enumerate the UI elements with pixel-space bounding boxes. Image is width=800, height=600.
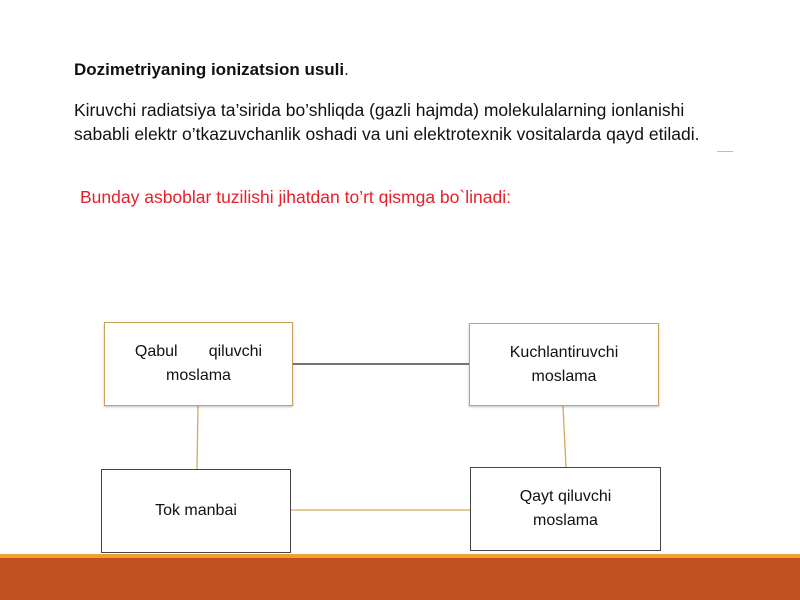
subtitle: Bunday asboblar tuzilishi jihatdan to’rt qismga bo`linadi: <box>80 187 511 207</box>
box-qabul-line2: moslama <box>166 367 231 384</box>
box-qayt-line2: moslama <box>533 512 598 529</box>
box-qayt-line1: Qayt qiluvchi <box>519 488 612 505</box>
intro-paragraph: Kiruvchi radiatsiya ta’sirida bo’shliqda (gazli hajmda) molekulalarning ionlanishi sababli elektr o’tkazuvchanlik oshadi va uni elektrotexnik vositalarda qayd etiladi. <box>74 100 700 144</box>
connector-kuchlantiruvchi-qayt <box>563 406 566 467</box>
box-tok-manbai <box>101 469 291 553</box>
box-tok-label: Tok manbai <box>155 502 237 519</box>
footer-band <box>0 558 800 600</box>
box-qabul-line1: Qabul qiluvchi <box>134 343 263 360</box>
box-qayt-qiluvchi <box>470 467 661 551</box>
box-qabul-qiluvchi <box>104 322 293 406</box>
box-kuchlantiruvchi <box>469 323 659 406</box>
slide-title-text: Dozimetriyaning ionizatsion usuli <box>74 60 345 79</box>
box-kuchlantiruvchi-line1: Kuchlantiruvchi <box>509 343 619 361</box>
connector-qabul-tok <box>197 406 198 469</box>
slide-title-period: . <box>344 60 349 79</box>
box-kuchlantiruvchi-line2: moslama <box>531 367 597 385</box>
